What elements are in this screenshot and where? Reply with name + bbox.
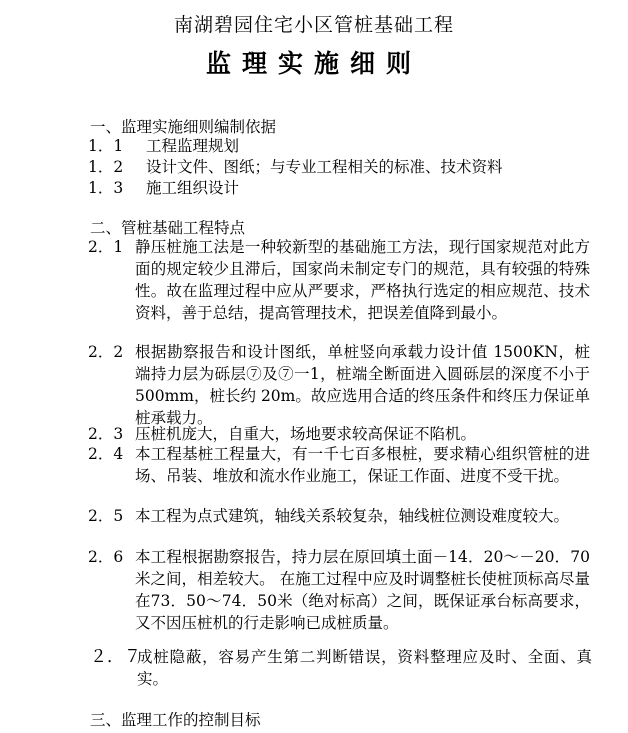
item-number: 1．3 — [88, 179, 124, 197]
item-number: 2．2 — [88, 343, 124, 361]
item-text: 设计文件、图纸；与专业工程相关的标准、技术资料 — [146, 158, 503, 176]
document-subtitle: 监理实施细则 — [205, 49, 422, 78]
item-text: 本工程为点式建筑，轴线关系较复杂，轴线桩位测设难度较大。 — [135, 507, 570, 525]
item-number: 2．5 — [88, 507, 124, 525]
item-text: 本工程基桩工程量大，有一千七百多根桩，要求精心组织管桩的进场、吊装、堆放和流水作业施工，保证工作面、进度不受干扰。 — [135, 445, 590, 485]
item-number: 2．4 — [88, 445, 124, 463]
item-text: 工程监理规划 — [146, 137, 240, 155]
item-text: 施工组织设计 — [146, 179, 240, 197]
item-text: 静压桩施工法是一种较新型的基础施工方法，现行国家规范对此方面的规定较少且滞后，国家尚未制定专门的规范，具有较强的特殊性。故在监理过程中应从严要求，严格执行选定的相应规范、技术资料，善于总结，提高管理技术，把误差值降到最小。 — [135, 238, 590, 322]
item-number: 2．6 — [88, 548, 124, 566]
item-text: 压桩机庞大，自重大，场地要求较高保证不陷机。 — [135, 425, 477, 443]
document-title: 南湖碧园住宅小区管桩基础工程 — [173, 14, 454, 36]
item-text: 根据勘察报告和设计图纸，单桩竖向承载力设计值 1500KN，桩端持力层为砾层⑦及⑦一1，桩端全断面进入圆砾层的深度不小于 500mm，桩长约 20m。故应选用合适的终压条件和终压力保证单桩承载力。 — [135, 343, 590, 427]
item-number: 2．3 — [88, 425, 124, 443]
item-text: 本工程根据勘察报告，持力层在原回填土面－14．20～－20．70米之间，相差较大。 在施工过程中应及时调整桩长使桩顶标高尽量在73．50～74．50米（绝对标高）之间，既保证承台标高要求，又不因压桩机的行走影响已成桩质量。 — [135, 548, 590, 632]
section-3-heading: 三、监理工作的控制目标 — [90, 711, 261, 729]
item-number: 2．1 — [88, 238, 124, 256]
item-text: 成桩隐蔽，容易产生第二判断错误，资料整理应及时、全面、真实。 — [137, 648, 592, 688]
section-2-heading: 二、管桩基础工程特点 — [90, 219, 246, 237]
item-number: 1．1 — [88, 137, 124, 155]
section-1-heading: 一、监理实施细则编制依据 — [90, 118, 277, 136]
item-number: 1．2 — [88, 158, 124, 176]
item-number: ２．７ — [90, 647, 141, 667]
